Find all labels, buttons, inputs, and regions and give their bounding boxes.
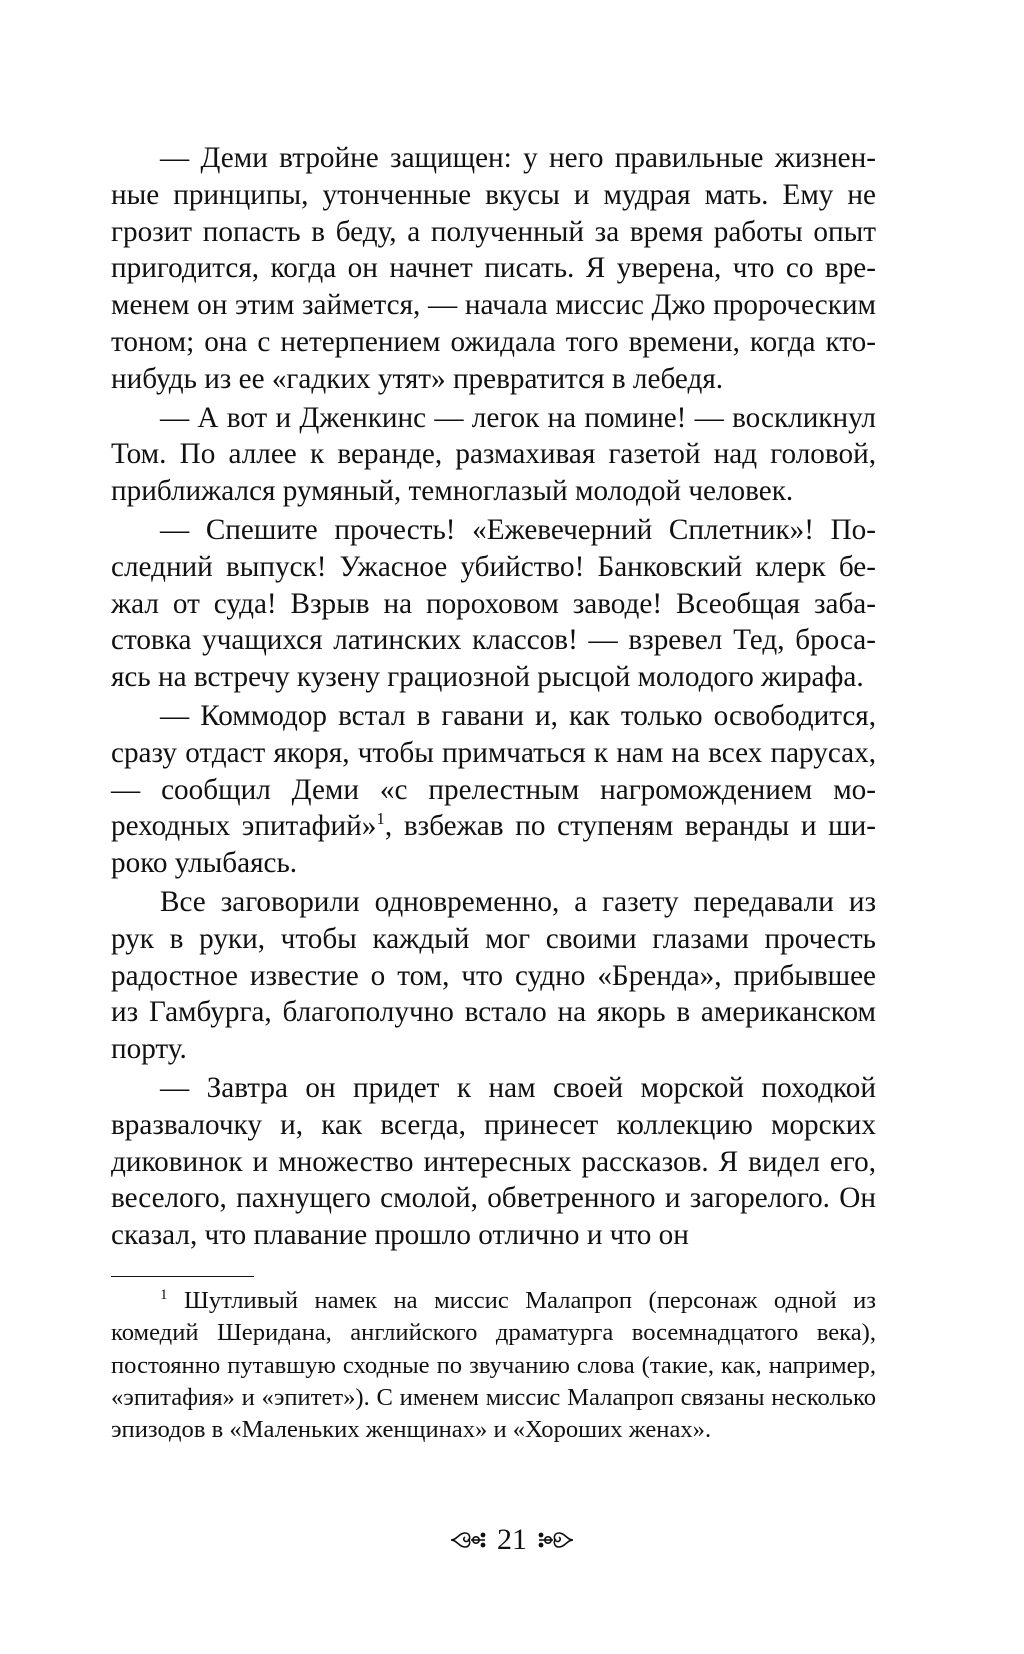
footnote bbox=[111, 1285, 876, 1446]
page-footer bbox=[0, 1520, 1024, 1560]
page-number: 21 bbox=[497, 1523, 527, 1556]
paragraph: — Спешите прочесть! «Ежевечерний Сплетник»! Последний выпуск! Ужасное убийство! Банковский клерк бежал от суда! Взрыв на пороховом заводе! Всеобщая забастовка учащихся латинских классов! — взревел Тед, бросаясь на встречу кузену грациозной рысцой молодого жирафа. bbox=[111, 513, 876, 694]
paragraph: — Деми втройне защищен: у него правильные жизненные принципы, утонченные вкусы и мудрая мать. Ему не грозит попасть в беду, а полученный за время работы опыт пригодится, когда он начнет писать. Я уверена, что со временем он этим займется, — начала миссис Джо пророческим тоном; она с нетерпением ожидала того времени, когда кто-нибудь из ее «гадких утят» превратится в лебедя. bbox=[111, 142, 876, 395]
paragraph: — Завтра он придет к нам своей морской походкой вразвалочку и, как всегда, принесет коллекцию морских диковинок и множество интересных рассказов. Я видел его, веселого, пахнущего смолой, обветренного и загорелого. Он сказал, что плавание прошло отлично и что он bbox=[111, 1071, 876, 1252]
paragraph-text: , взбежав по ступеням веранды и широко улыбаясь. bbox=[111, 810, 876, 880]
footnote-divider bbox=[111, 1276, 254, 1277]
paragraph: Все заговорили одновременно, а газету передавали из рук в руки, чтобы каждый мог своими глазами прочесть радостное известие о том, что судно «Бренда», прибывшее из Гамбурга, благополучно встало на якорь в американском порту. bbox=[111, 885, 876, 1066]
page-content bbox=[111, 140, 876, 1446]
footnote-text-block bbox=[111, 1285, 876, 1446]
footnote-reference[interactable]: 1 bbox=[376, 809, 385, 829]
footnote-mark: 1 bbox=[160, 1286, 168, 1303]
floral-ornament-icon bbox=[537, 1527, 575, 1553]
footnote-text: Шутливый намек на миссис Малапроп (персонаж одной из комедий Шеридана, английского драматурга восемнадцатого века), постоянно путавшую сходные по звучанию слова (такие, как, например, «эпитафия» и «эпитет»). С именем миссис Малапроп связаны несколько эпизодов в «Маленьких женщинах» и «Хороших женах». bbox=[111, 1286, 876, 1444]
paragraph: — А вот и Дженкинс — легок на помине! — воскликнул Том. По аллее к веранде, размахивая газетой над головой, приближался румяный, темноглазый молодой человек. bbox=[111, 401, 876, 508]
floral-ornament-icon bbox=[449, 1527, 487, 1553]
paragraph-text: — Коммодор встал в гавани и, как только освободится, сразу отдаст якоря, чтобы примчаться к нам на всех парусах, — сообщил Деми «с прелестным нагромождением мореходных эпитафий» bbox=[111, 699, 876, 843]
body-text bbox=[111, 140, 876, 1254]
paragraph-with-footnote-ref bbox=[111, 698, 876, 882]
